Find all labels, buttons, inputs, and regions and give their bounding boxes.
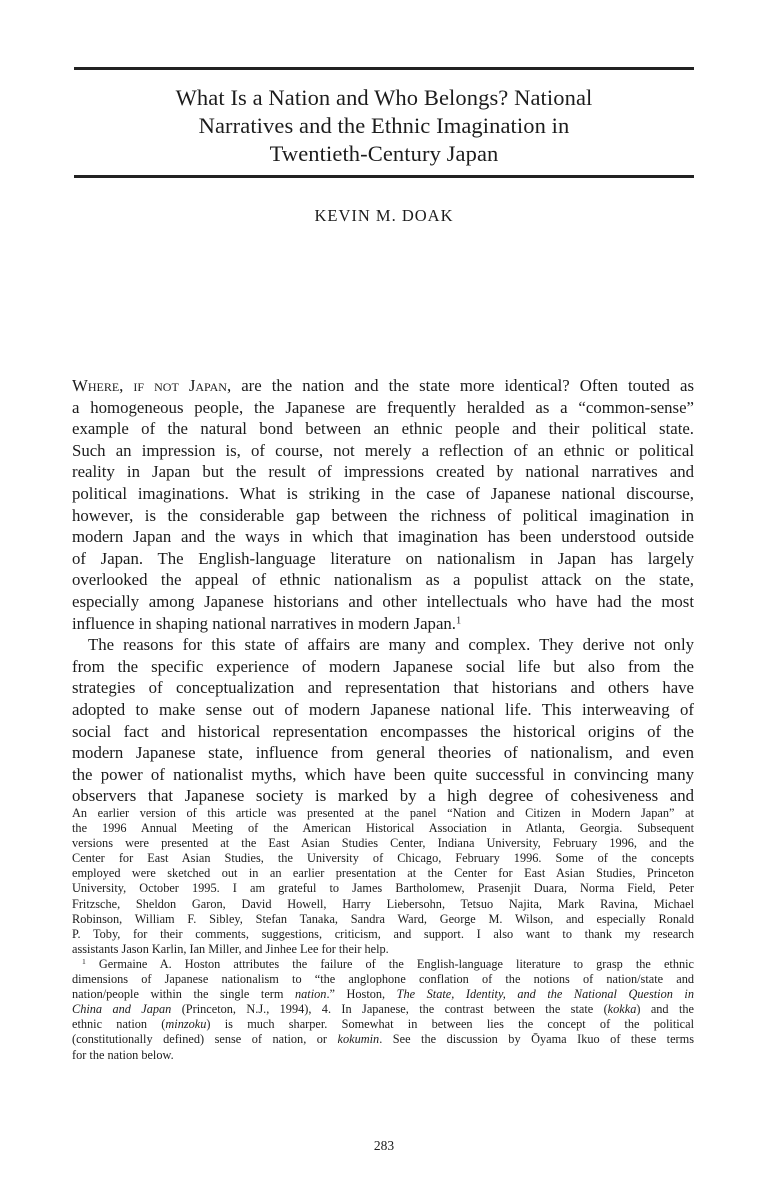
footnote-number: 1 [82,956,86,966]
title-line: Narratives and the Ethnic Imagination in [198,113,570,138]
footnote-line: China and Japan (Princeton, N.J., 1994), 4. In Japanese, the contrast between the state (kokka) and the [72,1002,694,1017]
footnote-line: University, October 1995. I am grateful to James Bartholomew, Prasenjit Duara, Norma Field, Peter [72,881,694,896]
body-line: especially among Japanese historians and other intellectuals who have had the most [72,591,694,611]
body-line: a homogeneous people, the Japanese are frequently heralded as a “common-sense” [72,397,694,417]
footnote-1 [72,957,694,1063]
footnote-line: dimensions of Japanese nationalism to “the anglophone conflation of the notions of nation/state and [72,972,694,987]
body-line: political imaginations. What is striking in the case of Japanese national discourse, [72,483,694,503]
footnote-line: employed were sketched out in an earlier presentation at the Center for East Asian Studies, Princeton [72,866,694,881]
top-rule [74,67,694,70]
footnote-line: (constitutionally defined) sense of nation, or kokumin. See the discussion by Ōyama Ikuo of these terms [72,1032,695,1047]
body-line: example of the natural bond between an ethnic people and their political state. [72,419,694,439]
author-name: KEVIN M. DOAK [314,206,454,225]
footnote-line: for the nation below. [72,1047,174,1062]
article-body [72,375,694,807]
footnote-line: P. Toby, for their comments, suggestions, criticism, and support. I also want to thank my research [72,926,694,941]
body-line: modern Japan and the ways in which that imagination has been understood outside [72,527,694,547]
body-line: influence in shaping national narratives in modern Japan.$^1$ [72,613,462,633]
title-line: Twentieth-Century Japan [269,141,499,166]
footnote-line: Robinson, William F. Sibley, Stefan Tanaka, Sandra Ward, George M. Wilson, and especially Ronald [72,911,694,926]
footnote-line: the 1996 Annual Meeting of the American Historical Association in Atlanta, Georgia. Subsequent [72,821,694,836]
page-number: 283 [373,1138,395,1153]
footnote-line: versions were presented at the East Asian Studies Center, Indiana University, February 1996, and the [72,836,694,851]
body-line: however, is the considerable gap between the richness of political imagination in [72,505,694,525]
body-line: overlooked the appeal of ethnic nationalism as a populist attack on the state, [72,570,694,590]
paragraph [72,375,694,634]
footnote-line: assistants Jason Karlin, Ian Miller, and Jinhee Lee for their help. [72,941,389,956]
body-line: the power of nationalist myths, which have been quite successful in convincing many [72,764,694,784]
article-title [74,84,694,168]
body-line: Where, if not Japan, are the nation and the state more identical? Often touted as [72,376,694,395]
footnotes [72,806,694,1063]
body-line: adopted to make sense out of modern Japanese national life. This interweaving of [72,699,694,719]
body-line: reality in Japan but the result of impressions created by national narratives and [72,462,694,482]
acknowledgment-note [72,806,694,957]
body-line: observers that Japanese society is marked by a high degree of cohesiveness and [72,786,694,806]
body-line: The reasons for this state of affairs are many and complex. They derive not only [88,635,694,655]
body-line: social fact and historical representation encompasses the historical origins of the [72,721,694,741]
footnote-reference[interactable]: 1 [456,614,462,626]
footnote-line: ethnic nation (minzoku) is much sharper. Somewhat in between lies the concept of the political [72,1017,694,1032]
body-line: of Japan. The English-language literature on nationalism in Japan has largely [72,548,694,568]
opening-small-caps: Where, if not Japan, [72,376,232,395]
footnote-line: An earlier version of this article was presented at the panel “Nation and Citizen in Modern Japan” at [72,806,694,820]
footnote-line: nation/people within the single term nation.” Hoston, The State, Identity, and the National Question in [72,987,694,1002]
footnote-line: Center for East Asian Studies, the University of Chicago, February 1996. Some of the concepts [72,851,694,866]
bottom-rule [74,175,694,178]
footnote-line: Fritzsche, Sheldon Garon, David Howell, Harry Liebersohn, Tetsuo Najita, Mark Ravina, Michael [72,896,694,911]
footnote-line: $^1$ Germaine A. Hoston attributes the failure of the English-language literature to grasp the ethnic [82,956,694,971]
body-line: modern Japanese state, influence from general theories of nationalism, and even [72,743,694,763]
body-line: strategies of conceptualization and representation that historians and others have [72,678,694,698]
paragraph [72,634,694,807]
body-line: Such an impression is, of course, not merely a reflection of an ethnic or political [72,440,694,460]
title-line: What Is a Nation and Who Belongs? National [175,85,593,110]
body-line: from the specific experience of modern Japanese social life but also from the [72,656,694,676]
